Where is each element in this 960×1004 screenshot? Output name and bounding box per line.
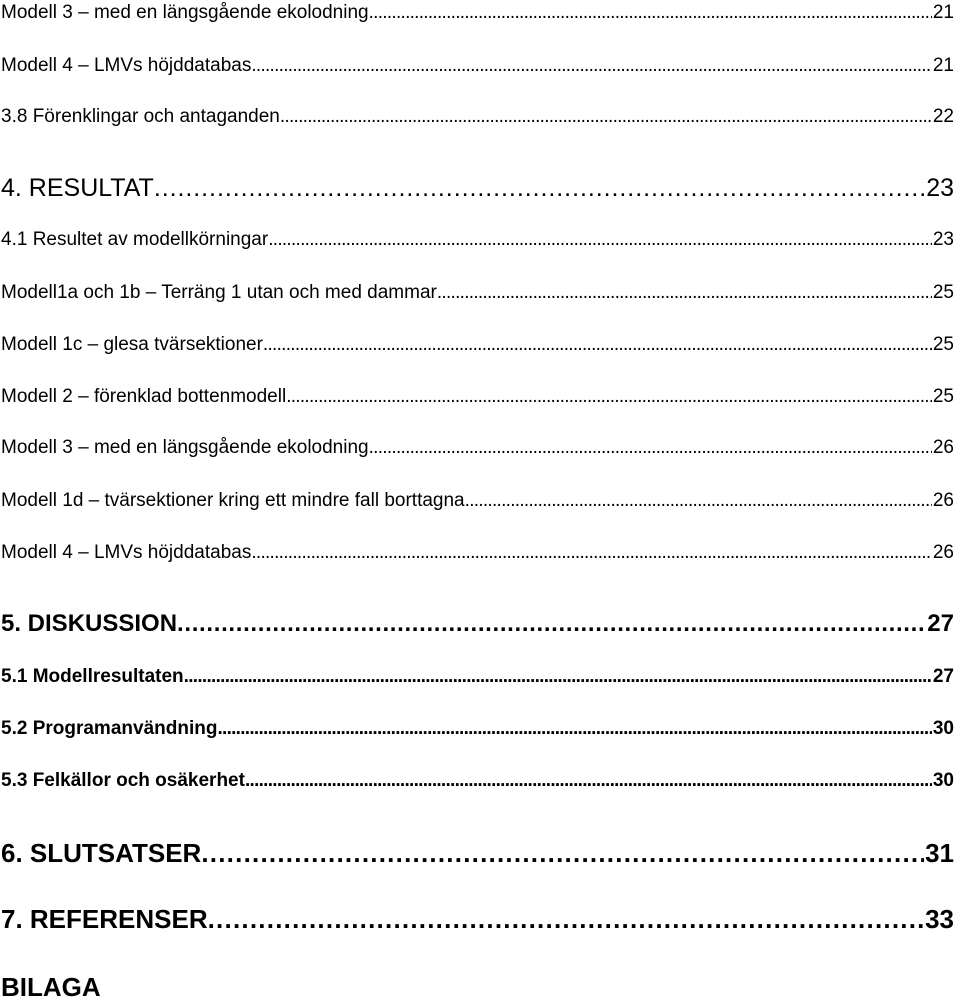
toc-entry[interactable] <box>1 490 954 514</box>
toc-entry-page: 33 <box>925 904 954 934</box>
toc-entry-title: Modell 1c – glesa tvärsektioner <box>1 334 263 355</box>
toc-entry[interactable] <box>1 2 954 26</box>
toc-entry-title: 7. REFERENSER <box>1 904 208 934</box>
toc-entry-page: 23 <box>932 229 954 250</box>
toc-entry-page: 31 <box>925 838 954 868</box>
dot-leader <box>208 904 924 935</box>
dot-leader <box>280 106 932 128</box>
toc-entry-page: 26 <box>932 437 954 458</box>
toc-entry[interactable] <box>1 282 954 306</box>
dot-leader <box>251 542 932 564</box>
toc-entry[interactable] <box>1 542 954 566</box>
toc-entry[interactable] <box>1 770 954 794</box>
toc-entry-page: 21 <box>932 2 954 23</box>
toc-entry-title: Modell 2 – förenklad bottenmodell <box>1 386 287 407</box>
toc-entry[interactable] <box>1 838 954 870</box>
dot-leader <box>268 229 932 251</box>
toc-entry[interactable] <box>1 437 954 461</box>
toc-entry-page: 30 <box>932 718 954 739</box>
dot-leader <box>437 282 932 304</box>
toc-entry-title: 4. RESULTAT <box>1 174 154 202</box>
toc-entry-page: 25 <box>932 282 954 303</box>
toc-entry-title: 3.8 Förenklingar och antaganden <box>1 106 280 127</box>
appendix-heading: BILAGA <box>1 972 101 1002</box>
dot-leader <box>177 610 926 638</box>
toc-entry[interactable] <box>1 386 954 410</box>
dot-leader <box>465 490 932 512</box>
toc-entry-title: Modell1a och 1b – Terräng 1 utan och med dammar <box>1 282 437 303</box>
toc-entry-title: Modell 3 – med en längsgående ekolodning <box>1 437 369 458</box>
dot-leader <box>369 437 932 459</box>
dot-leader <box>217 718 931 740</box>
toc-entry[interactable] <box>1 334 954 358</box>
dot-leader <box>286 386 932 408</box>
toc-entry-title: 5.1 Modellresultaten <box>1 666 184 687</box>
toc-entry[interactable] <box>1 106 954 130</box>
toc-entry-title: 6. SLUTSATSER <box>1 838 202 868</box>
toc-entry-title: Modell 4 – LMVs höjddatabas <box>1 55 252 76</box>
dot-leader <box>154 174 925 203</box>
dot-leader <box>245 770 932 792</box>
toc-entry[interactable] <box>1 904 954 936</box>
toc-entry-page: 25 <box>932 386 954 407</box>
toc-entry-page: 27 <box>932 666 954 687</box>
toc-entry-title: Modell 1d – tvärsektioner kring ett mindre fall borttagna <box>1 490 465 511</box>
toc-entry-page: 25 <box>932 334 954 355</box>
toc-entry[interactable] <box>1 229 954 253</box>
dot-leader <box>184 666 932 688</box>
toc-entry[interactable] <box>1 718 954 742</box>
toc-entry-title: Modell 3 – med en längsgående ekolodning <box>1 2 369 23</box>
toc-entry-title: 5.3 Felkällor och osäkerhet <box>1 770 245 791</box>
dot-leader <box>263 334 932 356</box>
toc-entry[interactable] <box>1 55 954 79</box>
toc-entry[interactable] <box>1 174 954 204</box>
toc-entry-page: 27 <box>927 610 954 637</box>
dot-leader <box>201 838 924 869</box>
dot-leader <box>251 55 932 77</box>
toc-entry[interactable] <box>1 666 954 690</box>
toc-entry-page: 26 <box>932 490 954 511</box>
toc-entry-page: 30 <box>932 770 954 791</box>
toc-entry-title: 5. DISKUSSION <box>1 610 178 637</box>
toc-entry-page: 21 <box>932 55 954 76</box>
toc-entry-page: 22 <box>932 106 954 127</box>
dot-leader <box>369 2 932 24</box>
toc-entry-title: 4.1 Resultet av modellkörningar <box>1 229 269 250</box>
toc-entry-page: 26 <box>932 542 954 563</box>
toc-entry-title: 5.2 Programanvändning <box>1 718 218 739</box>
toc-entry[interactable] <box>1 610 954 640</box>
toc-entry-title: Modell 4 – LMVs höjddatabas <box>1 542 252 563</box>
toc-entry-page: 23 <box>926 174 954 202</box>
